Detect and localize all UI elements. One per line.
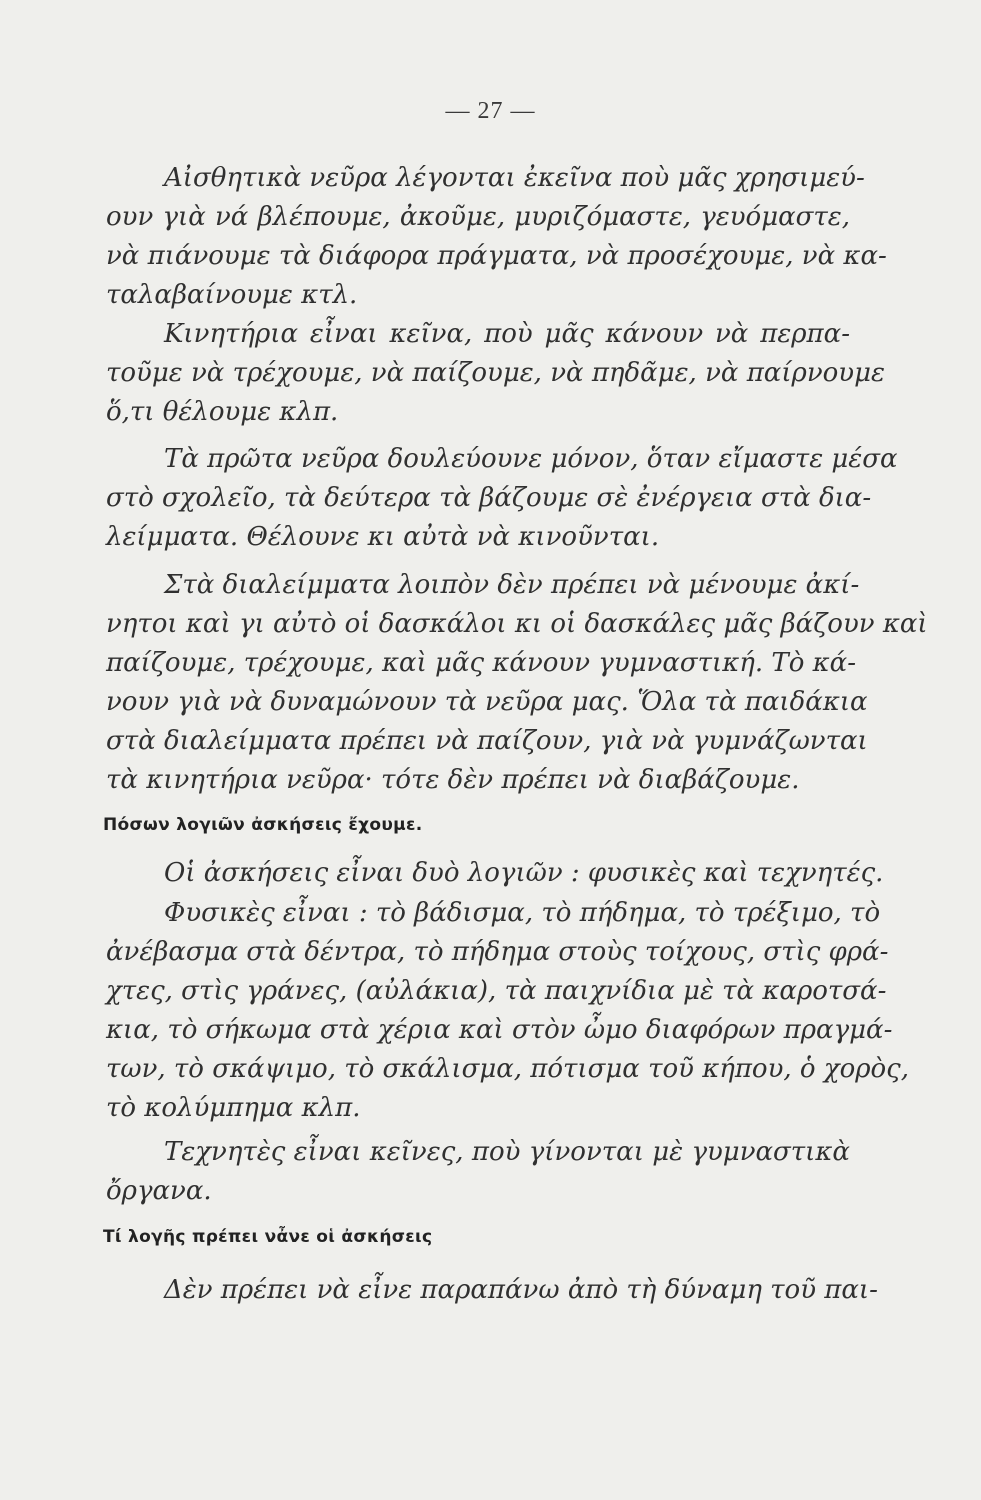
text-line: Δὲν πρέπει νὰ εἶνε παραπάνω ἀπὸ τὴ δύναμη τοῦ παι- <box>164 1275 878 1305</box>
text-line: τὸ κολύμπημα κλπ. <box>106 1093 361 1123</box>
text-line: ὅ,τι θέλουμε κλπ. <box>106 397 339 427</box>
text-line: νουν γιὰ νὰ δυναμώνουν τὰ νεῦρα μας. Ὅλα τὰ παιδάκια <box>106 687 868 717</box>
text-line: Τὰ πρῶτα νεῦρα δουλεύουνε μόνον, ὅταν εἴμαστε μέσα <box>164 444 898 474</box>
text-line: νὰ πιάνουμε τὰ διάφορα πράγματα, νὰ προσέχουμε, νὰ κα- <box>106 241 887 271</box>
text-line: χτες, στὶς γράνες, (αὐλάκια), τὰ παιχνίδια μὲ τὰ καροτσά- <box>106 976 887 1006</box>
text-line: τοῦμε νὰ τρέχουμε, νὰ παίζουμε, νὰ πηδᾶμε, νὰ παίρνουμε <box>106 358 885 388</box>
text-line: ὄργανα. <box>106 1176 212 1206</box>
text-line: Στὰ διαλείμματα λοιπὸν δὲν πρέπει νὰ μένουμε ἀκί- <box>164 570 860 600</box>
text-line: λείμματα. Θέλουνε κι αὐτὰ νὰ κινοῦνται. <box>106 522 660 552</box>
text-line: νητοι καὶ γι αὐτὸ οἱ δασκάλοι κι οἱ δασκάλες μᾶς βάζουν καὶ <box>106 609 928 639</box>
text-line: κια, τὸ σήκωμα στὰ χέρια καὶ στὸν ὦμο διαφόρων πραγμά- <box>106 1015 893 1045</box>
text-line: ουν γιὰ νά βλέπουμε, ἀκοῦμε, μυριζόμαστε, γευόμαστε, <box>106 202 850 232</box>
section-heading: Τί λογῆς πρέπει νἆνε οἱ ἀσκήσεις <box>103 1227 433 1247</box>
text-line: Τεχνητὲς εἶναι κεῖνες, ποὺ γίνονται μὲ γυμναστικὰ <box>164 1137 850 1167</box>
text-line: των, τὸ σκάψιμο, τὸ σκάλισμα, πότισμα τοῦ κήπου, ὁ χορὸς, <box>106 1054 909 1084</box>
section-heading: Πόσων λογιῶν ἀσκήσεις ἔχουμε. <box>103 815 423 835</box>
text-line: Κινητήρια εἶναι κεῖνα, ποὺ μᾶς κάνουν νὰ περπα- <box>164 319 850 349</box>
text-line: ταλαβαίνουμε κτλ. <box>106 280 358 310</box>
page-number: — 27 — <box>445 98 536 124</box>
text-line: Αἰσθητικὰ νεῦρα λέγονται ἐκεῖνα ποὺ μᾶς χρησιμεύ- <box>164 163 865 193</box>
text-line: στὸ σχολεῖο, τὰ δεύτερα τὰ βάζουμε σὲ ἐνέργεια στὰ δια- <box>106 483 872 513</box>
text-line: Φυσικὲς εἶναι : τὸ βάδισμα, τὸ πήδημα, τὸ τρέξιμο, τὸ <box>164 898 881 928</box>
text-line: Οἱ ἀσκήσεις εἶναι δυὸ λογιῶν : φυσικὲς καὶ τεχνητές. <box>164 858 884 888</box>
text-line: ἀνέβασμα στὰ δέντρα, τὸ πήδημα στοὺς τοίχους, στὶς φρά- <box>106 937 889 967</box>
text-line: στὰ διαλείμματα πρέπει νὰ παίζουν, γιὰ νὰ γυμνάζωνται <box>106 726 868 756</box>
text-line: παίζουμε, τρέχουμε, καὶ μᾶς κάνουν γυμναστική. Τὸ κά- <box>106 648 857 678</box>
text-line: τὰ κινητήρια νεῦρα· τότε δὲν πρέπει νὰ διαβάζουμε. <box>106 765 800 795</box>
